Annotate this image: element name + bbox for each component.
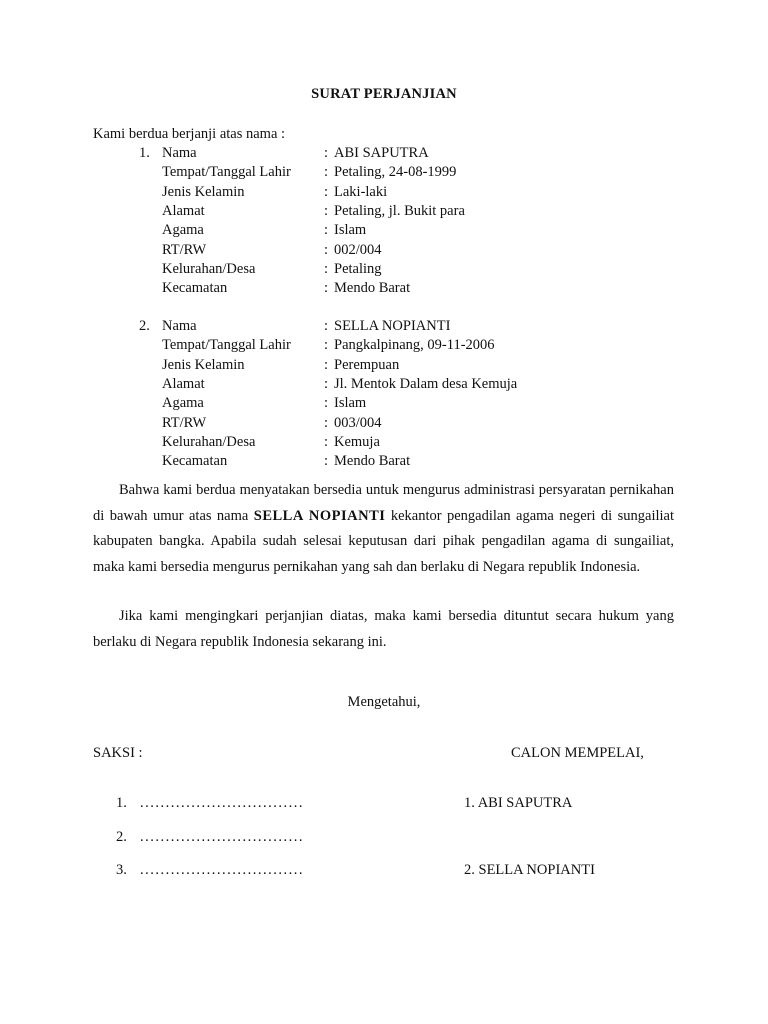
- mempelai-1-name: 1. ABI SAPUTRA: [464, 795, 573, 811]
- field-value: Islam: [334, 222, 367, 239]
- field-label: Jenis Kelamin: [162, 356, 245, 373]
- field-value: Perempuan: [334, 356, 400, 373]
- field-separator: :: [324, 164, 329, 181]
- person-2-row-alamat: [0, 376, 768, 395]
- field-value: 002/004: [334, 241, 382, 258]
- field-label: Nama: [162, 145, 197, 161]
- field-label: Nama: [162, 318, 197, 334]
- field-separator: :: [324, 414, 329, 431]
- field-value: SELLA NOPIANTI: [334, 318, 451, 334]
- person-1-row-rtrw: [0, 242, 768, 261]
- field-value: Laki-laki: [334, 183, 388, 200]
- person-1-row-alamat: [0, 203, 768, 222]
- field-label: Kecamatan: [162, 280, 228, 297]
- statement-bold-name: SELLA NOPIANTI: [253, 507, 386, 524]
- consequence-paragraph: Jika kami mengingkari perjanjian diatas, maka kami bersedia dituntut secara hukum yang berlaku di Negara republik Indonesia sekarang ini.: [93, 608, 674, 650]
- person-1-row-kelurahan: [0, 261, 768, 280]
- field-value: ABI SAPUTRA: [334, 145, 429, 161]
- person-1-row-kecamatan: [0, 280, 768, 299]
- person-2-row-agama: [0, 395, 768, 414]
- field-label: Agama: [162, 222, 204, 239]
- field-separator: :: [324, 375, 329, 392]
- field-value: Petaling, jl. Bukit para: [334, 202, 465, 219]
- mengetahui-text: Mengetahui,: [347, 694, 421, 710]
- field-label: Kecamatan: [162, 453, 228, 470]
- document-title: SURAT PERJANJIAN: [311, 86, 457, 102]
- person-2-row-ttl: [0, 337, 768, 356]
- field-value: Islam: [334, 395, 367, 412]
- person-1-row-agama: [0, 222, 768, 241]
- field-label: Agama: [162, 395, 204, 412]
- field-label: RT/RW: [162, 241, 207, 258]
- field-label: RT/RW: [162, 414, 207, 431]
- field-separator: :: [324, 395, 329, 412]
- field-separator: :: [324, 453, 329, 470]
- field-label: Jenis Kelamin: [162, 183, 245, 200]
- field-separator: :: [324, 260, 329, 277]
- field-label: Tempat/Tanggal Lahir: [162, 337, 291, 354]
- witness-2-number: 2.: [116, 829, 127, 845]
- field-separator: :: [324, 433, 329, 450]
- person-1-row-jenis-kelamin: [0, 184, 768, 203]
- saksi-label: SAKSI :: [93, 745, 143, 761]
- field-separator: :: [324, 337, 329, 354]
- witness-3-signature-line: ................................: [140, 862, 304, 878]
- calon-mempelai-label: CALON MEMPELAI,: [511, 745, 644, 761]
- person-2-row-kecamatan: [0, 453, 768, 472]
- field-label: Tempat/Tanggal Lahir: [162, 164, 291, 181]
- witness-1-number: 1.: [116, 795, 127, 811]
- field-value: 003/004: [334, 414, 382, 431]
- field-separator: :: [324, 356, 329, 373]
- person-2-row-kelurahan: [0, 434, 768, 453]
- field-separator: :: [324, 202, 329, 219]
- statement-text-before: Bahwa kami berdua menyatakan bersedia untuk mengurus administrasi persyaratan pernikahan di bawah umur atas nama: [93, 482, 674, 524]
- field-separator: :: [324, 183, 329, 200]
- field-value: Petaling, 24-08-1999: [334, 164, 457, 181]
- field-value: Jl. Mentok Dalam desa Kemuja: [334, 375, 518, 392]
- field-separator: :: [324, 280, 329, 297]
- person-2-row-nama: [0, 318, 768, 337]
- field-value: Mendo Barat: [334, 280, 411, 297]
- person-1-row-ttl: [0, 164, 768, 183]
- person-2-row-rtrw: [0, 415, 768, 434]
- person-2-row-jenis-kelamin: [0, 357, 768, 376]
- field-value: Petaling: [334, 260, 382, 277]
- field-label: Alamat: [162, 202, 205, 219]
- person-1-row-nama: [0, 145, 768, 164]
- field-separator: :: [324, 145, 329, 161]
- intro-text: Kami berdua berjanji atas nama :: [93, 126, 286, 142]
- field-value: Pangkalpinang, 09-11-2006: [334, 337, 495, 354]
- witness-1-signature-line: ................................: [140, 795, 304, 811]
- field-value: Mendo Barat: [334, 453, 411, 470]
- witness-2-signature-line: ................................: [140, 829, 304, 845]
- field-separator: :: [324, 318, 329, 334]
- field-separator: :: [324, 241, 329, 258]
- statement-text-after: kekantor pengadilan agama negeri di sungailiat kabupaten bangka. Apabila sudah selesai keputusan dari pihak pengadilan agama di sungailiat, maka kami bersedia mengurus pernikahan yang sah dan berlaku di Negara republik Indonesia.: [93, 507, 674, 575]
- person-number: 1.: [139, 145, 150, 161]
- field-separator: :: [324, 222, 329, 239]
- field-value: Kemuja: [334, 433, 380, 450]
- mempelai-2-name: 2. SELLA NOPIANTI: [464, 862, 595, 878]
- statement-paragraph: [93, 478, 674, 580]
- field-label: Alamat: [162, 375, 205, 392]
- field-label: Kelurahan/Desa: [162, 433, 256, 450]
- person-number: 2.: [139, 318, 150, 334]
- field-label: Kelurahan/Desa: [162, 260, 256, 277]
- witness-3-number: 3.: [116, 862, 127, 878]
